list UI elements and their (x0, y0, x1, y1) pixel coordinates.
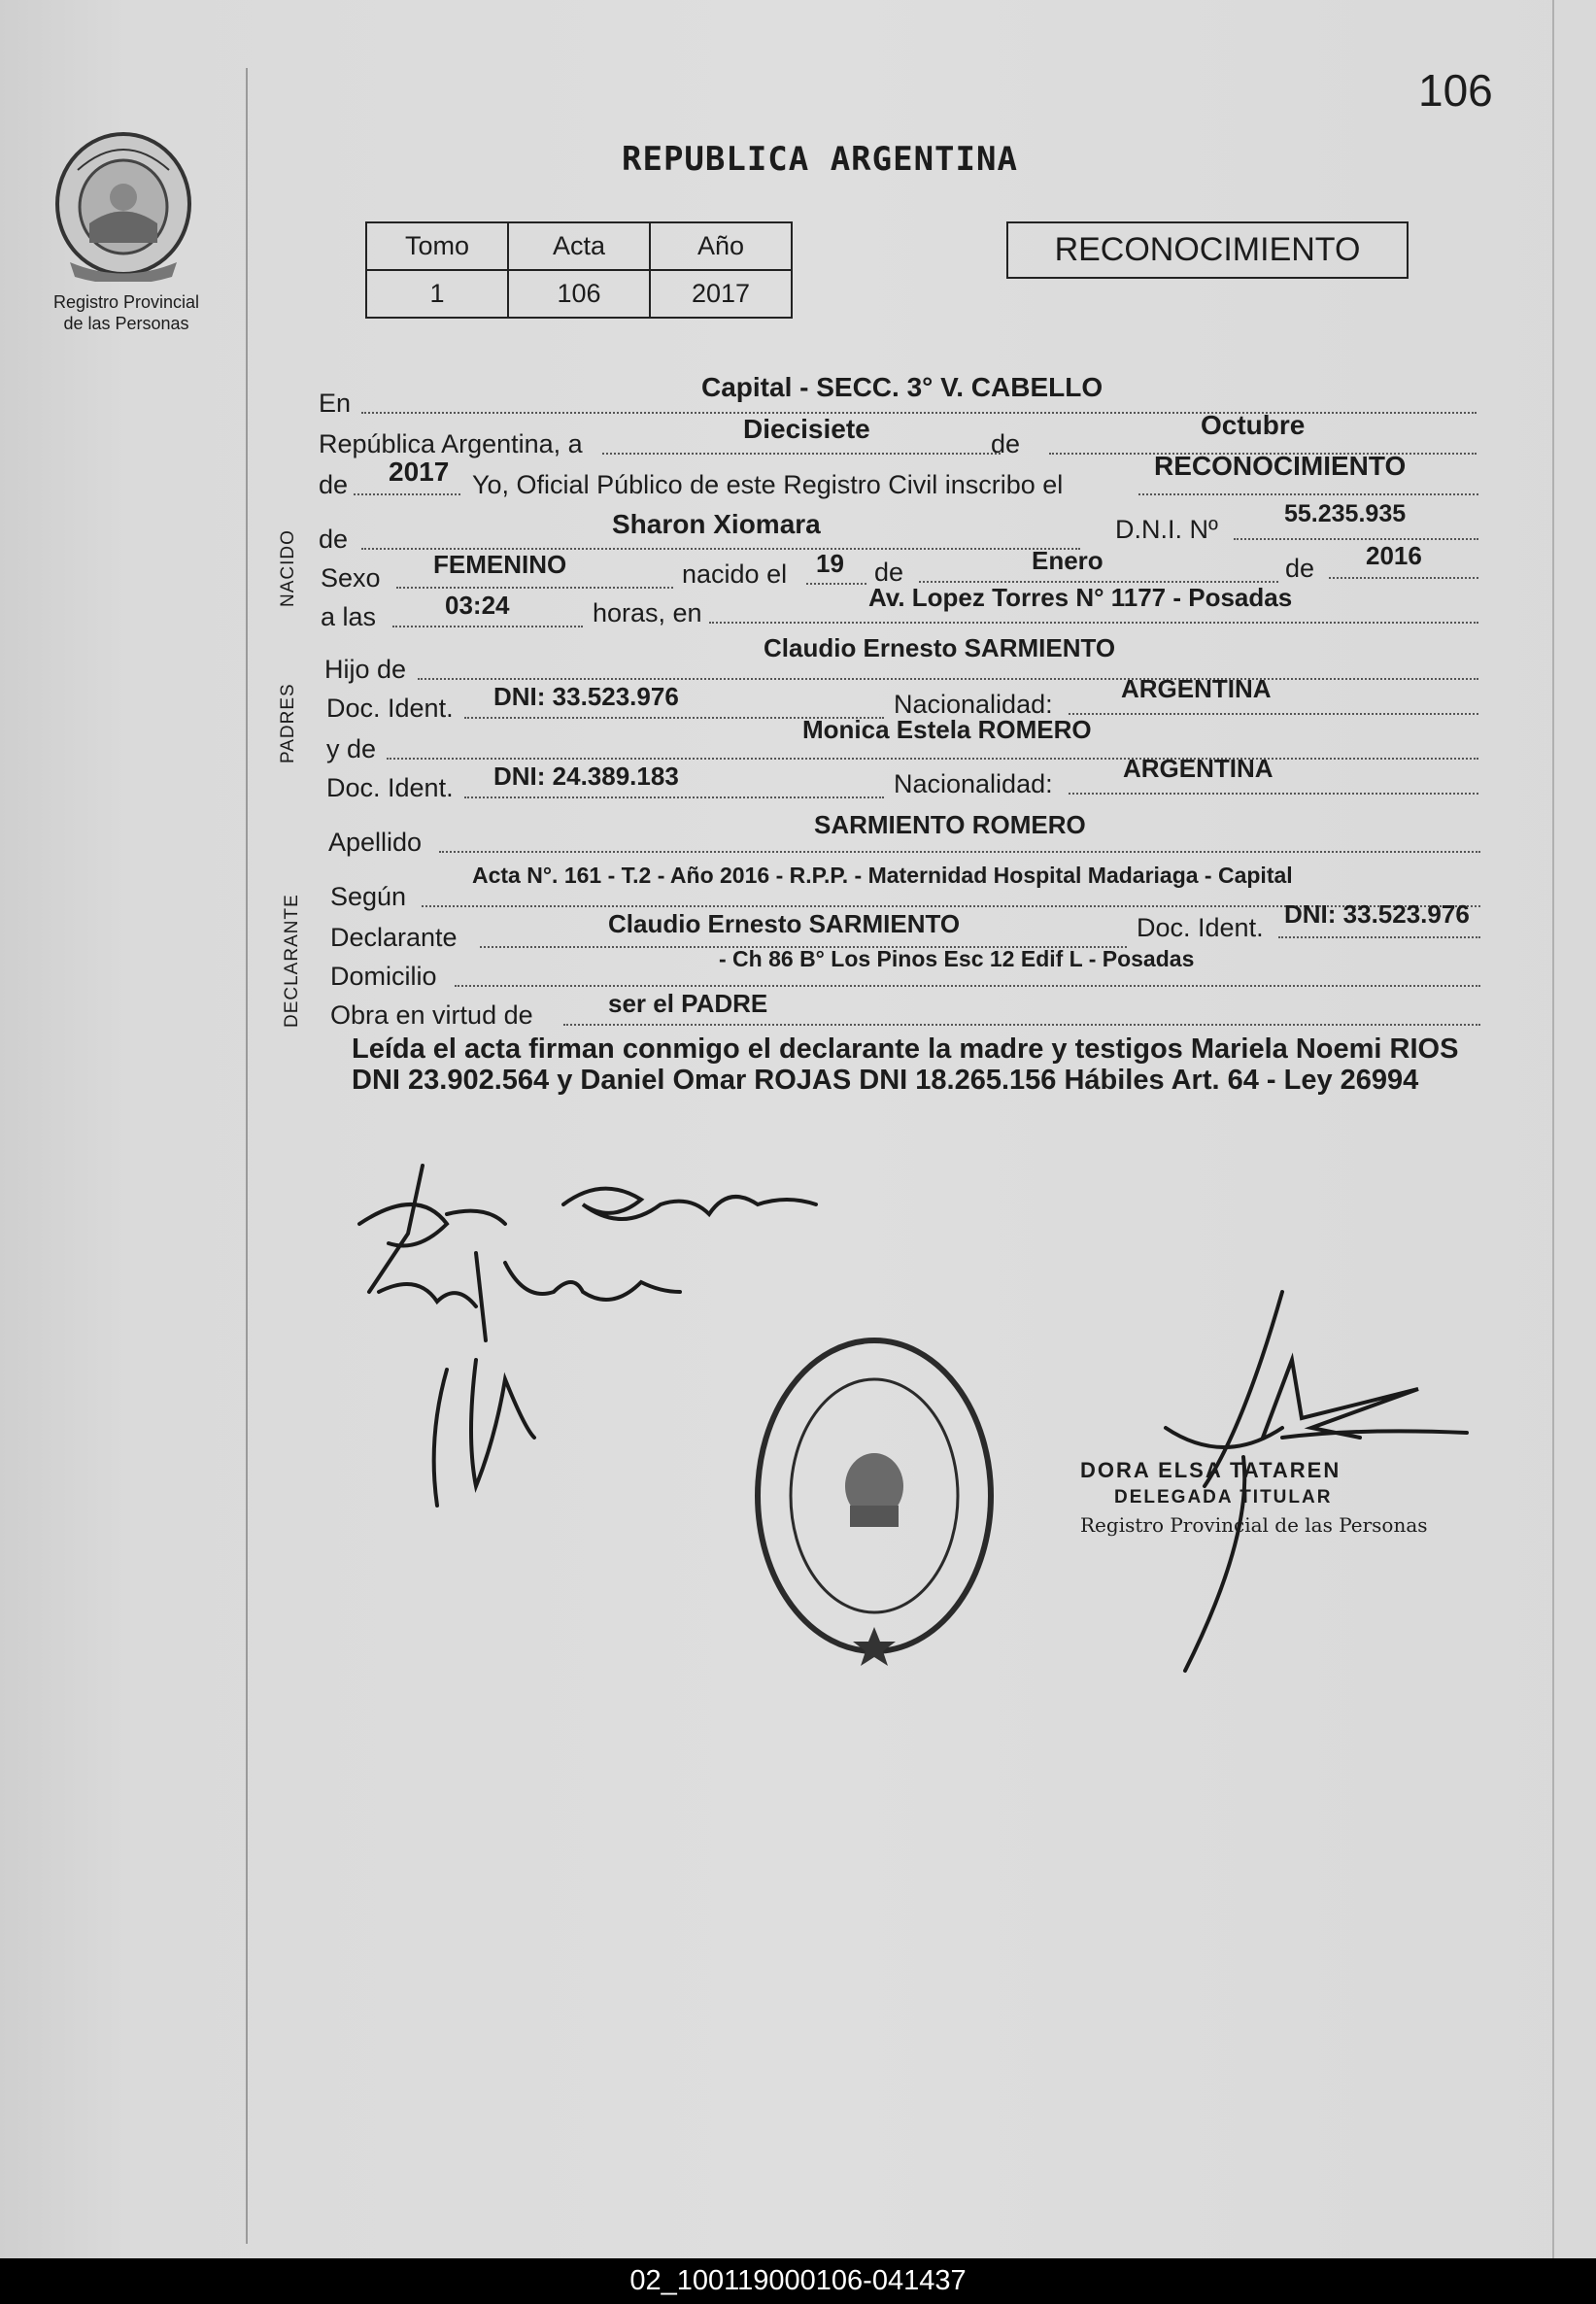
header-tomo: Tomo (366, 222, 508, 270)
closing-statement: Leída el acta firman conmigo el declarante la madre y testigos Mariela Noemi RIOS DNI 23.902.564 y Daniel Omar ROJAS DNI 18.265.156 Hábiles Art. 64 - Ley 26994 (352, 1033, 1459, 1096)
label-nacido-el: nacido el (682, 559, 788, 589)
label-doc-ident-3: Doc. Ident. (1137, 913, 1264, 942)
dotted-line (396, 587, 673, 589)
value-lugar-nac: Av. Lopez Torres N° 1177 - Posadas (868, 583, 1293, 612)
page-number: 106 (1418, 65, 1493, 116)
value-dni: 55.235.935 (1284, 500, 1407, 527)
value-segun: Acta N°. 161 - T.2 - Año 2016 - R.P.P. - Maternidad Hospital Madariaga - Capital (472, 863, 1293, 888)
value-madre: Monica Estela ROMERO (802, 715, 1092, 744)
value-padre-nac: ARGENTINA (1121, 674, 1272, 703)
value-madre-doc: DNI: 24.389.183 (493, 762, 679, 791)
official-org: Registro Provincial de las Personas (1080, 1513, 1428, 1537)
value-declarante-doc: DNI: 33.523.976 (1284, 899, 1470, 929)
label-y-de: y de (326, 734, 377, 763)
dotted-line (464, 796, 884, 798)
label-horas-en: horas, en (593, 598, 702, 627)
dotted-line (361, 412, 1477, 414)
value-anio: 2017 (389, 457, 450, 487)
official-role: DELEGADA TITULAR (1114, 1487, 1333, 1508)
label-de-4: de (874, 558, 904, 587)
header-anio: Año (650, 222, 792, 270)
value-tipo: RECONOCIMIENTO (1154, 451, 1407, 481)
value-apellido: SARMIENTO ROMERO (814, 810, 1086, 839)
label-nacionalidad-2: Nacionalidad: (894, 769, 1053, 798)
label-doc-ident-2: Doc. Ident. (326, 773, 454, 802)
value-acta: 106 (508, 270, 650, 318)
label-dni: D.N.I. Nº (1115, 515, 1218, 544)
value-domicilio: - Ch 86 B° Los Pinos Esc 12 Edif L - Posadas (719, 946, 1195, 971)
dotted-line (455, 985, 1480, 987)
label-doc-ident-1: Doc. Ident. (326, 694, 454, 723)
label-obra: Obra en virtud de (330, 1000, 533, 1030)
label-hijo-de: Hijo de (324, 655, 407, 684)
side-label-declarante: DECLARANTE (282, 894, 302, 1028)
logo-caption-line-1: Registro Provincial (52, 292, 200, 312)
dotted-line (602, 453, 1001, 455)
dotted-line (1069, 713, 1478, 715)
margin-line (246, 68, 248, 2244)
header-acta: Acta (508, 222, 650, 270)
value-nac-mes: Enero (1032, 546, 1104, 575)
label-nacionalidad-1: Nacionalidad: (894, 690, 1053, 719)
label-domicilio: Domicilio (330, 962, 437, 991)
side-label-padres: PADRES (278, 683, 298, 763)
dotted-line (806, 583, 866, 585)
provincial-seal-logo (51, 131, 196, 282)
label-de-5: de (1285, 554, 1315, 583)
label-en: En (319, 389, 352, 418)
label-de: de (991, 429, 1021, 458)
label-declarante: Declarante (330, 923, 458, 952)
value-lugar: Capital - SECC. 3° V. CABELLO (701, 372, 1104, 402)
official-stamp (748, 1331, 1001, 1671)
label-segun: Según (330, 882, 407, 911)
dotted-line (387, 758, 1478, 760)
dotted-line (1234, 538, 1478, 540)
value-hora: 03:24 (445, 591, 510, 620)
document-title: REPUBLICA ARGENTINA (622, 140, 1018, 179)
dotted-line (1138, 493, 1478, 495)
dotted-line (354, 493, 460, 495)
label-de-3: de (319, 525, 349, 554)
dotted-line (563, 1024, 1480, 1026)
act-type-box: RECONOCIMIENTO (1006, 221, 1409, 279)
value-nombre: Sharon Xiomara (612, 509, 821, 539)
label-apellido: Apellido (328, 828, 423, 857)
label-sexo: Sexo (321, 563, 381, 593)
value-obra: ser el PADRE (608, 989, 768, 1018)
value-padre-doc: DNI: 33.523.976 (493, 682, 679, 711)
dotted-line (709, 622, 1478, 624)
dotted-line (1278, 936, 1480, 938)
value-anio: 2017 (650, 270, 792, 318)
value-sexo: FEMENINO (433, 550, 567, 579)
label-de-2: de (319, 470, 349, 499)
logo-caption (29, 291, 223, 334)
footer-code: 02_100119000106-041437 (0, 2258, 1596, 2304)
value-madre-nac: ARGENTINA (1123, 754, 1273, 783)
label-a-las: a las (321, 602, 377, 631)
official-block (1080, 1457, 1428, 1539)
label-yo: Yo, Oficial Público de este Registro Civil inscribo el (472, 470, 1064, 499)
official-name: DORA ELSA TATAREN (1080, 1458, 1341, 1482)
logo-caption-line-2: de las Personas (63, 314, 189, 333)
value-tomo: 1 (366, 270, 508, 318)
value-mes: Octubre (1201, 410, 1306, 440)
value-nac-anio: 2016 (1366, 541, 1422, 570)
side-label-nacido: NACIDO (278, 529, 298, 607)
dotted-line (392, 626, 583, 627)
page-edge-line (1552, 0, 1554, 2258)
registry-table (365, 221, 793, 319)
dotted-line (418, 678, 1478, 680)
value-dia: Diecisiete (743, 414, 870, 444)
value-nac-dia: 19 (816, 549, 844, 578)
dotted-line (1069, 793, 1478, 795)
dotted-line (439, 851, 1480, 853)
value-declarante: Claudio Ernesto SARMIENTO (608, 909, 961, 938)
label-republica: República Argentina, a (319, 429, 583, 458)
dotted-line (1329, 577, 1478, 579)
value-padre: Claudio Ernesto SARMIENTO (764, 633, 1116, 662)
